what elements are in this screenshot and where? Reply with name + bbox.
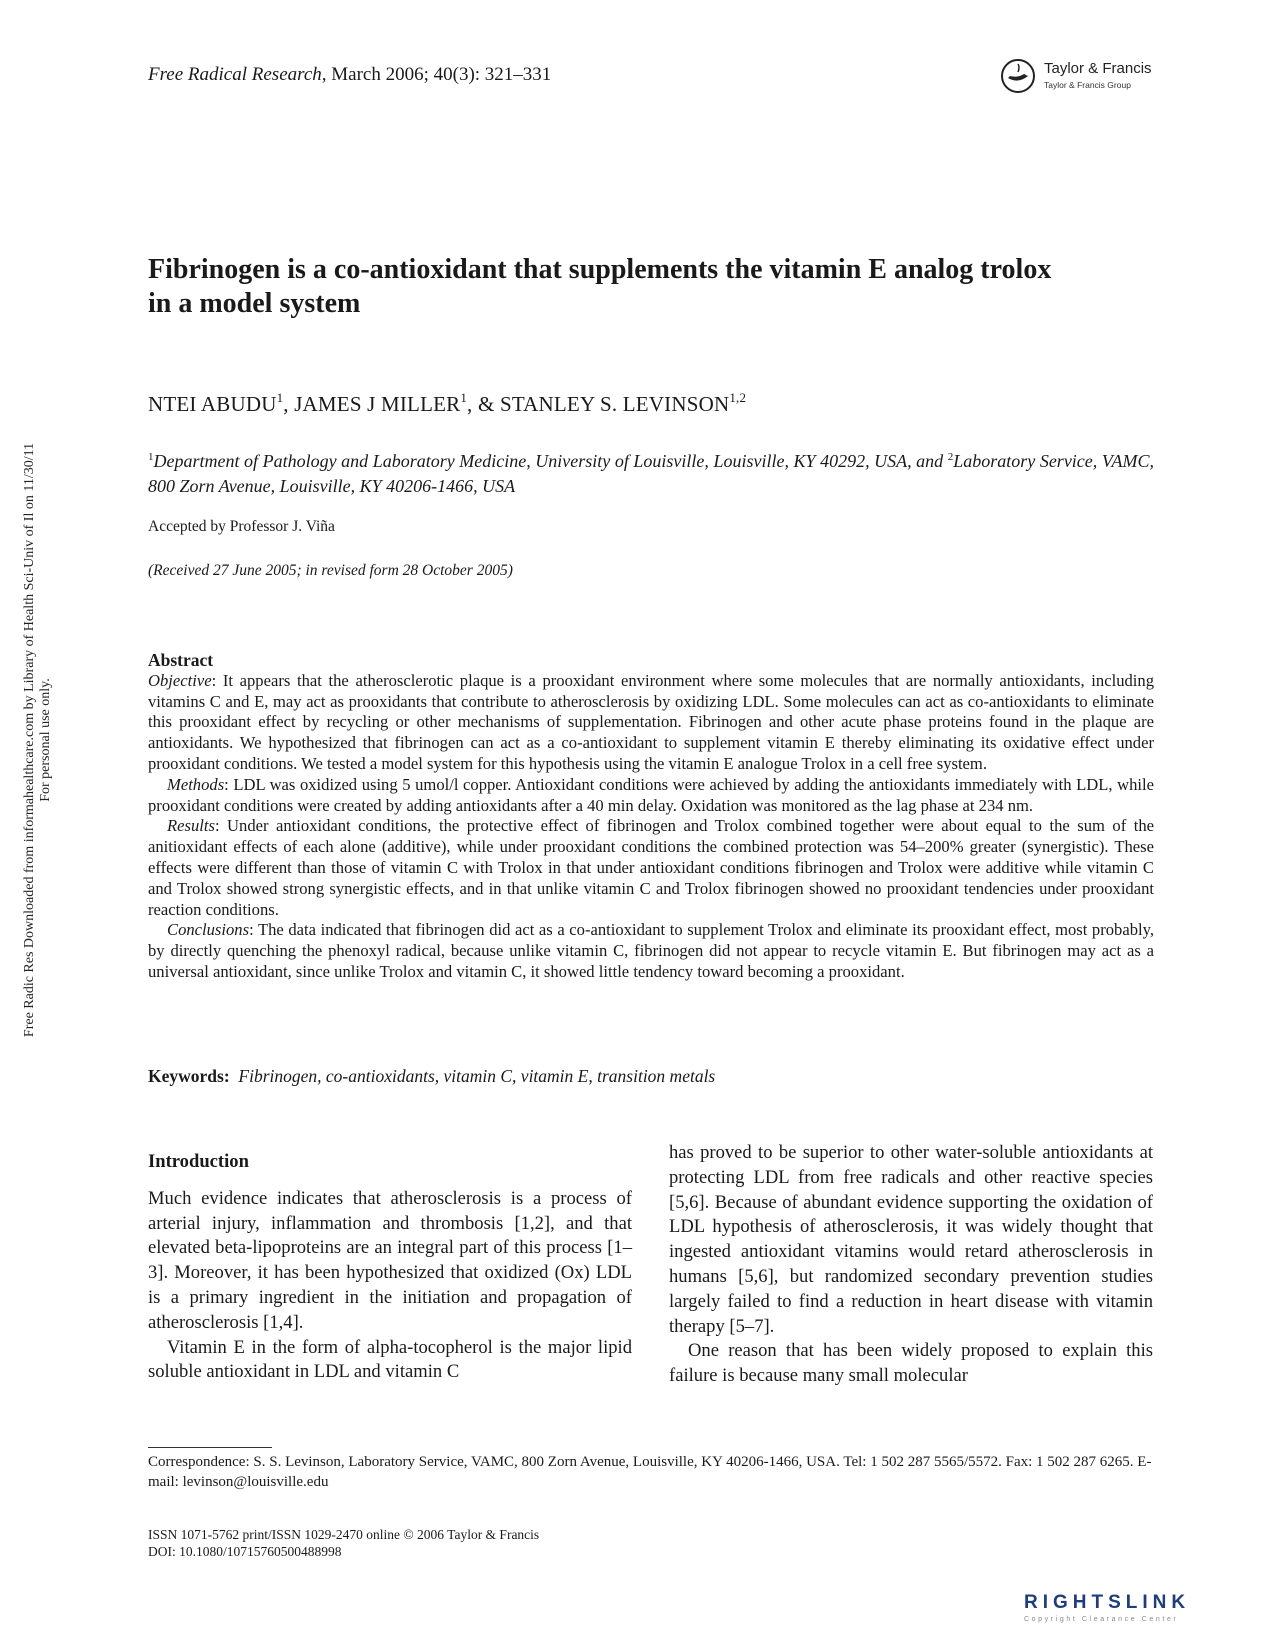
journal-citation [148,64,551,86]
abstract-heading: Abstract [148,650,214,670]
affil-mark-1: 1 [148,451,154,463]
intro-paragraph-4: One reason that has been widely proposed to explain this failure is because many small molecular [669,1340,1153,1387]
methods-text: : LDL was oxidized using 5 umol/l copper. Antioxidant conditions were achieved by adding the antioxidants immediately with LDL, while prooxidant conditions were created by adding antioxidants after a 40 min delay. Oxidation was monitored as the lag phase at 234 nm. [148,774,1154,815]
affil-1: Department of Pathology and Laboratory Medicine, University of Louisville, Louisville, KY 40292, USA, and [153,451,948,471]
results-label: Results [167,816,215,836]
conclusions-label: Conclusions [167,920,250,940]
rightslink-tagline: Copyright Clearance Center [1024,1616,1179,1623]
body-column-left [148,1150,632,1385]
download-notice-text [22,300,54,1180]
author-1-affil: 1 [276,390,284,405]
affiliations [148,445,1154,499]
download-notice [0,0,60,1651]
abstract-methods [148,775,1154,817]
objective-text: : It appears that the atherosclerotic plaque is a prooxidant environment where some molecules that are normally antioxidants, including vitamins C and E, may act as prooxidants that contribute to atherosclerosis by oxidizing LDL. Some molecules can act as co-antioxidants to eliminate this prooxidant effect by recycling or other mechanisms of supplementation. Fibrinogen and other acute phase proteins found in the plaque are antioxidants. We hypothesized that fibrinogen can act as a co-antioxidant to supplement vitamin E thereby eliminating its oxidative effect under prooxidant conditions. We tested a model system for this hypothesis using the vitamin E analogue Trolox in a cell free system. [148,670,1154,773]
keywords-list: Fibrinogen, co-antioxidants, vitamin C, vitamin E, transition metals [238,1066,716,1086]
footnote-rule [148,1447,272,1448]
abstract-results [148,816,1154,920]
abstract [148,650,1154,983]
download-notice-line-2: For personal use only. [38,678,53,802]
publisher-logo [1000,56,1160,96]
methods-label: Methods [167,774,225,794]
author-list: NTEI ABUDU$^1$, JAMES J MILLER$^1$, & STANLEY S. LEVINSON$^{1,2}$ [148,390,747,416]
abstract-objective [148,671,1154,775]
author-3: & STANLEY S. LEVINSON [477,392,730,416]
publisher-name: Taylor & Francis [1044,60,1152,77]
journal-issue: , March 2006; 40(3): 321–331 [321,64,552,85]
objective-label: Objective [148,670,212,690]
doi-line: DOI: 10.1080/10715760500488998 [148,1544,342,1559]
affil-mark-2: 2 [947,451,954,463]
download-notice-line-1: Free Radic Res Downloaded from informahealthcare.com by Library of Health Sci-Univ of Il on 11/30/11 [22,442,37,1038]
abstract-conclusions [148,920,1154,982]
issn-line: ISSN 1071-5762 print/ISSN 1029-2470 online © 2006 Taylor & Francis [148,1527,540,1542]
article-title: Fibrinogen is a co-antioxidant that supplements the vitamin E analog trolox in a model system [148,254,1052,319]
publisher-lamp-icon [1000,58,1036,94]
author-1: NTEI ABUDU [148,392,277,416]
keywords [148,1066,715,1087]
results-text: : Under antioxidant conditions, the protective effect of fibrinogen and Trolox combined together were about equal to the sum of the anitioxidant effects of each alone (additive), while under prooxidant conditions the combined protection was 54–200% greater (synergistic). These effects were different than those of vitamin C with Trolox in that under antioxidant conditions fibrinogen and Trolox were additive while vitamin C and Trolox showed strong synergistic effects, and in that unlike vitamin C and Trolox fibrinogen showed no prooxidant tendencies under prooxidant reaction conditions. [148,816,1154,919]
accepted-by: Accepted by Professor J. Viña [148,518,335,535]
intro-paragraph-3: has proved to be superior to other water-soluble antioxidants at protecting LDL from free radicals and other reactive species [5,6]. Because of abundant evidence supporting the oxidation of LDL hypothesis of atherosclerosis, it was widely thought that ingested antioxidant vitamins would retard atherosclerosis in humans [5,6], but randomized secondary prevention studies largely failed to find a reduction in heart disease with vitamin therapy [5–7]. [669,1142,1153,1337]
author-2-affil: 1 [460,390,468,405]
author-2: JAMES J MILLER [294,392,461,416]
rightslink-logo[interactable] [1024,1592,1254,1624]
publisher-group: Taylor & Francis Group [1044,80,1131,90]
received-dates: (Received 27 June 2005; in revised form 28 October 2005) [148,562,513,579]
rightslink-wordmark: RIGHTSLINK [1024,1592,1191,1613]
affil-2: Laboratory Service, VAMC, 800 Zorn Avenue, Louisville, KY 40206-1466, USA [148,451,1154,496]
section-heading-introduction: Introduction [148,1151,249,1172]
intro-paragraph-2: Vitamin E in the form of alpha-tocopherol is the major lipid soluble antioxidant in LDL and vitamin C [148,1336,632,1383]
conclusions-text: : The data indicated that fibrinogen did act as a co-antioxidant to supplement Trolox and eliminate its prooxidant effect, most probably, by directly quenching the phenoxyl radical, because unlike vitamin C, fibrinogen did not appear to recycle vitamin E. But fibrinogen may act as a universal antioxidant, since unlike Trolox and vitamin C, it showed little tendency toward becoming a prooxidant. [148,920,1154,981]
intro-paragraph-1: Much evidence indicates that atherosclerosis is a process of arterial injury, inflammation and thrombosis [1,2], and that elevated beta-lipoproteins are an integral part of this process [1–3]. Moreover, it has been hypothesized that oxidized (Ox) LDL is a primary ingredient in the initiation and propagation of atherosclerosis [1,4]. [148,1187,632,1333]
keywords-label: Keywords: [148,1066,230,1086]
issn-doi [148,1526,539,1560]
body-column-right [669,1141,1153,1389]
journal-name: Free Radical Research [148,64,322,85]
author-3-affil: 1,2 [729,390,747,405]
correspondence-note: Correspondence: S. S. Levinson, Laboratory Service, VAMC, 800 Zorn Avenue, Louisville, KY 40206-1466, USA. Tel: 1 502 287 5565/5572. Fax: 1 502 287 6265. E-mail: levinson@louisville.edu [148,1454,1152,1490]
